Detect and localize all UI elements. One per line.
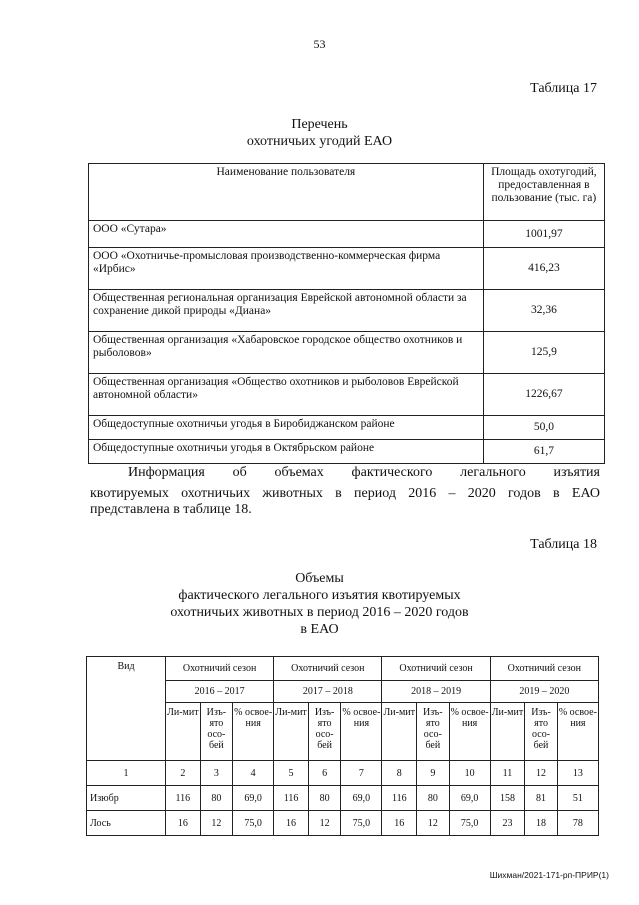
table18-cell: 75,0: [449, 811, 490, 836]
table18-sub-limit: Ли-мит: [382, 703, 417, 761]
table18-cell: 80: [200, 786, 232, 811]
footer-code: Шихман/2021-171-рп-ПРИР(1): [489, 870, 609, 880]
table17-cell-area: 416,23: [483, 248, 604, 290]
table18-title-line2: фактического легального изъятия квотируемых: [178, 588, 461, 603]
table-row: [89, 416, 605, 440]
table17-label: Таблица 17: [530, 81, 597, 96]
table17-cell-name: Общедоступные охотничьи угодья в Биробиджанском районе: [89, 416, 484, 440]
table17-cell-name: Общественная региональная организация Еврейской автономной области за сохранение дикой природы «Диана»: [89, 290, 484, 332]
table18-cell: 75,0: [341, 811, 382, 836]
table-row: [87, 811, 599, 836]
table18-cell: 81: [525, 786, 557, 811]
table18-sub-pct: % освое-ния: [233, 703, 274, 761]
table18-colnum: 13: [557, 761, 598, 786]
paragraph-line3: представлена в таблице 18.: [90, 502, 252, 517]
table18-sub-taken: Изъ-ято осо-бей: [200, 703, 232, 761]
table18-cell: 16: [382, 811, 417, 836]
table17-header-area: Площадь охотугодий, предоставленная в пользование (тыс. га): [483, 164, 604, 221]
table18-row-name: Изюбр: [87, 786, 166, 811]
table17-header-row: [89, 164, 605, 221]
table17-cell-area: 125,9: [483, 332, 604, 374]
paragraph-line2: квотируемых охотничьих животных в период 2016 – 2020 годов в ЕАО: [90, 486, 600, 501]
table18-cell: 80: [308, 786, 340, 811]
table18-season-label: Охотничий сезон: [382, 657, 490, 681]
table18-title-line3: охотничьих животных в период 2016 – 2020 годов: [170, 605, 469, 620]
table18-colnum: 9: [417, 761, 449, 786]
page-number: 53: [313, 37, 326, 51]
table18-sub-taken: Изъ-ято осо-бей: [308, 703, 340, 761]
table18-season-label: Охотничий сезон: [274, 657, 382, 681]
table18-season-years: 2017 – 2018: [274, 681, 382, 703]
table18-row-name: Лось: [87, 811, 166, 836]
table18-sub-limit: Ли-мит: [166, 703, 201, 761]
table18-cell: 75,0: [233, 811, 274, 836]
table17-cell-name: ООО «Сутара»: [89, 221, 484, 248]
table18-season-years: 2019 – 2020: [490, 681, 598, 703]
table18-colnum: 2: [166, 761, 201, 786]
table18-sub-taken: Изъ-ято осо-бей: [525, 703, 557, 761]
table18-header-species: Вид: [87, 657, 166, 761]
table18-sub-limit: Ли-мит: [490, 703, 525, 761]
table18-title-line4: в ЕАО: [300, 622, 339, 637]
table17-cell-name: Общественная организация «Хабаровское городское общество охотников и рыболовов»: [89, 332, 484, 374]
table18-sub-pct: % освое-ния: [557, 703, 598, 761]
table-row: [89, 332, 605, 374]
table18-sub-pct: % освое-ния: [341, 703, 382, 761]
table18-sub-limit: Ли-мит: [274, 703, 309, 761]
table18-cell: 69,0: [233, 786, 274, 811]
paragraph-line1: Информация об объемах фактического легального изъятия: [128, 465, 600, 480]
table17-cell-name: Общедоступные охотничьи угодья в Октябрьском районе: [89, 440, 484, 464]
table17-cell-name: ООО «Охотничье-промысловая производственно-коммерческая фирма «Ирбис»: [89, 248, 484, 290]
table18-colnum: 10: [449, 761, 490, 786]
table17-cell-area: 1226,67: [483, 374, 604, 416]
table18-cell: 12: [200, 811, 232, 836]
table18-season-label: Охотничий сезон: [490, 657, 598, 681]
table18-sub-pct: % освое-ния: [449, 703, 490, 761]
table18-colnum: 1: [87, 761, 166, 786]
table-row: [89, 248, 605, 290]
table18-season-label: Охотничий сезон: [166, 657, 274, 681]
table18-season-years: 2018 – 2019: [382, 681, 490, 703]
table18-cell: 80: [417, 786, 449, 811]
table18-season-row: [87, 657, 599, 681]
table18-title-line1: Объемы: [295, 571, 344, 586]
table18-colnum: 12: [525, 761, 557, 786]
table17-cell-name: Общественная организация «Общество охотников и рыболовов Еврейской автономной области»: [89, 374, 484, 416]
table17-cell-area: 50,0: [483, 416, 604, 440]
table18: [86, 656, 599, 836]
table18-colnum: 8: [382, 761, 417, 786]
table-row: [87, 786, 599, 811]
table17-title-line1: Перечень: [291, 117, 348, 132]
table18-colnum-row: [87, 761, 599, 786]
table18-colnum: 7: [341, 761, 382, 786]
table17-header-name: Наименование пользователя: [89, 164, 484, 221]
table18-cell: 16: [166, 811, 201, 836]
table18-cell: 12: [417, 811, 449, 836]
table17-cell-area: 61,7: [483, 440, 604, 464]
table17-cell-area: 32,36: [483, 290, 604, 332]
table18-cell: 116: [274, 786, 309, 811]
table18-cell: 69,0: [341, 786, 382, 811]
table-row: [89, 290, 605, 332]
table18-cell: 16: [274, 811, 309, 836]
table18-cell: 23: [490, 811, 525, 836]
table18-season-years: 2016 – 2017: [166, 681, 274, 703]
table-row: [89, 221, 605, 248]
table18-sub-taken: Изъ-ято осо-бей: [417, 703, 449, 761]
table17-title-line2: охотничьих угодий ЕАО: [246, 134, 393, 149]
table18-colnum: 6: [308, 761, 340, 786]
table18-colnum: 4: [233, 761, 274, 786]
table17-cell-area: 1001,97: [483, 221, 604, 248]
table18-colnum: 5: [274, 761, 309, 786]
table18-cell: 116: [166, 786, 201, 811]
table-row: [89, 440, 605, 464]
table18-colnum: 3: [200, 761, 232, 786]
table18-colnum: 11: [490, 761, 525, 786]
table18-label: Таблица 18: [530, 537, 597, 552]
table18-cell: 51: [557, 786, 598, 811]
table18-cell: 158: [490, 786, 525, 811]
table18-cell: 78: [557, 811, 598, 836]
table18-cell: 12: [308, 811, 340, 836]
table18-cell: 18: [525, 811, 557, 836]
table17: [88, 163, 605, 464]
table18-cell: 116: [382, 786, 417, 811]
table-row: [89, 374, 605, 416]
table18-cell: 69,0: [449, 786, 490, 811]
